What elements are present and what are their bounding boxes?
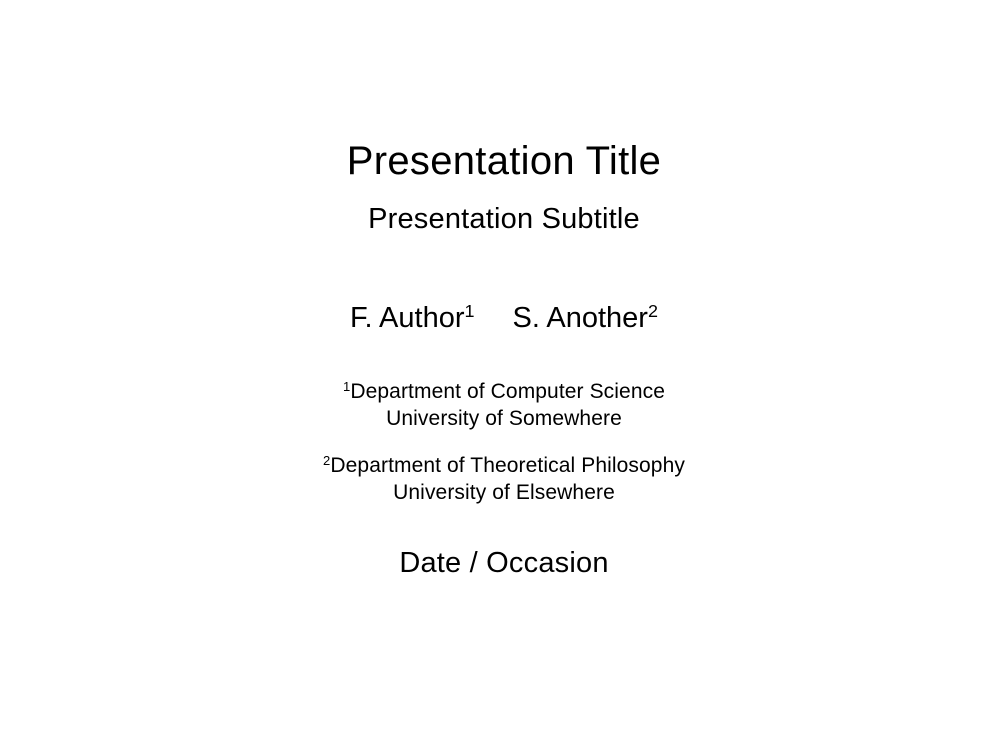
institute-1 xyxy=(0,378,1008,432)
author-2-name: S. Another xyxy=(512,301,648,334)
institute-2-university: University of Elsewhere xyxy=(393,480,615,504)
institute-2-department xyxy=(0,452,1008,479)
institute-1-department-text: Department of Computer Science xyxy=(350,379,665,403)
institute-2-footnote-mark: 2 xyxy=(323,452,331,468)
author-1 xyxy=(350,301,474,336)
author-1-name: F. Author xyxy=(350,301,465,334)
institute-1-department xyxy=(0,378,1008,405)
author-2-footnote-mark: 2 xyxy=(647,300,658,321)
date-occasion: Date / Occasion xyxy=(399,546,609,579)
author-1-footnote-mark: 1 xyxy=(464,300,475,321)
institute-2 xyxy=(0,452,1008,506)
author-2 xyxy=(513,301,658,336)
presentation-title: Presentation Title xyxy=(346,139,662,183)
institute-1-footnote-mark: 1 xyxy=(343,378,351,394)
institute-1-university: University of Somewhere xyxy=(386,406,622,430)
presentation-subtitle: Presentation Subtitle xyxy=(368,203,640,235)
institute-2-department-text: Department of Theoretical Philosophy xyxy=(330,453,685,477)
author-line xyxy=(0,301,1008,336)
